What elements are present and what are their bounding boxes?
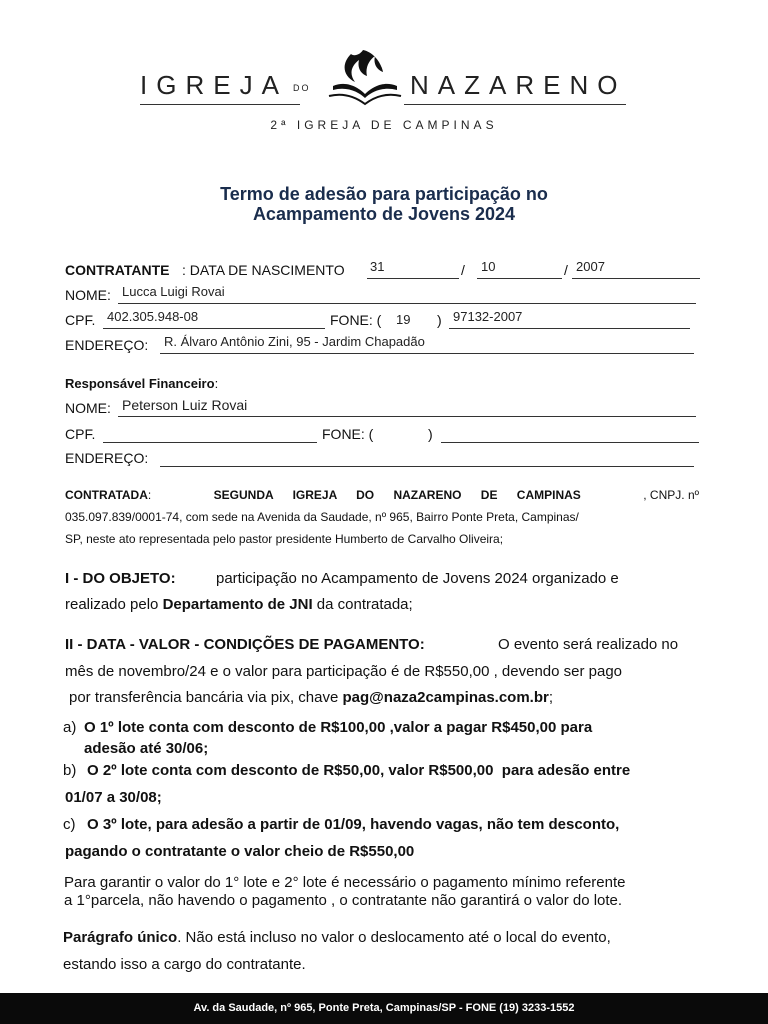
contratante-endereco-label: ENDEREÇO: <box>65 337 149 353</box>
responsavel-endereco-field <box>160 451 694 467</box>
contratante-cpf-value: 402.305.948-08 <box>107 309 199 324</box>
birth-day-value: 31 <box>370 259 385 274</box>
lote-b-prefix: b) <box>63 762 77 779</box>
objeto-department: Departamento de JNI <box>162 596 313 613</box>
logo-divider-left <box>140 104 300 105</box>
logo-subtitle: 2ª IGREJA DE CAMPINAS <box>270 118 498 132</box>
lote-a-line-1: O 1º lote conta com desconto de R$100,00 ,valor a pagar R$450,00 para <box>84 719 593 736</box>
contratada-line-2: 035.097.839/0001-74, com sede na Avenida da Saudade, nº 965, Bairro Ponte Preta, Campinas/ <box>65 510 579 524</box>
objeto-text-1: participação no Acampamento de Jovens 2024 organizado e <box>216 570 619 587</box>
contratada-label-wrap <box>65 484 151 506</box>
responsavel-fone-label: FONE: ( <box>322 426 374 442</box>
birth-year-value: 2007 <box>576 259 605 274</box>
responsavel-name-value: Peterson Luiz Rovai <box>122 397 248 413</box>
responsavel-label: Responsável Financeiro <box>65 376 215 391</box>
birth-slash-2: / <box>564 262 568 278</box>
objeto-text-2c: da contratada; <box>312 596 413 613</box>
paragrafo-line-1 <box>63 929 611 946</box>
birth-month-value: 10 <box>481 259 496 274</box>
pagamento-text-3a: por transferência bancária via pix, chave <box>69 689 343 706</box>
objeto-text-2 <box>65 596 413 613</box>
logo-text-do: DO <box>293 83 311 93</box>
paragrafo-line-2: estando isso a cargo do contratante. <box>63 956 306 973</box>
contratante-fone-value: 97132-2007 <box>453 309 523 324</box>
lote-b-line-2: 01/07 a 30/08; <box>65 789 162 806</box>
contratante-cpf-label: CPF. <box>65 312 96 328</box>
pagamento-text-2: mês de novembro/24 e o valor para participação é de R$550,00 , devendo ser pago <box>65 663 623 680</box>
contratante-label: CONTRATANTE <box>65 262 170 278</box>
responsavel-cpf-field <box>103 427 317 443</box>
footer-address-bar: Av. da Saudade, nº 965, Ponte Preta, Campinas/SP - FONE (19) 3233-1552 <box>0 993 768 1024</box>
contratante-name-value: Lucca Luigi Rovai <box>122 284 225 299</box>
birth-slash-1: / <box>461 262 465 278</box>
contratada-label: CONTRATADA <box>65 488 148 502</box>
responsavel-fone-field <box>441 427 699 443</box>
contratada-cnpj-label: , CNPJ. nº <box>643 488 699 502</box>
birth-date-label: : DATA DE NASCIMENTO <box>182 262 345 278</box>
garantia-line-2: a 1°parcela, não havendo o pagamento , o contratante não garantirá o valor do lote. <box>64 892 623 909</box>
church-flame-bible-logo-icon <box>323 46 407 108</box>
contratante-endereco-value: R. Álvaro Antônio Zini, 95 - Jardim Chapadão <box>164 334 425 349</box>
pagamento-text-3c: ; <box>548 689 554 706</box>
logo-divider-right <box>404 104 626 105</box>
pix-key: pag@naza2campinas.com.br <box>342 689 549 706</box>
responsavel-endereco-label: ENDEREÇO: <box>65 450 149 466</box>
contratada-line-1 <box>65 484 699 506</box>
lote-a-line-2: adesão até 30/06; <box>84 740 209 757</box>
lote-c-line-1: O 3º lote, para adesão a partir de 01/09, havendo vagas, não tem desconto, <box>87 816 620 833</box>
contratada-colon: : <box>147 488 152 502</box>
logo-text-nazareno: NAZARENO <box>410 70 627 100</box>
paragrafo-text-1: . Não está incluso no valor o deslocamento até o local do evento, <box>177 929 611 946</box>
objeto-heading: I - DO OBJETO: <box>65 570 176 587</box>
pagamento-heading: II - DATA - VALOR - CONDIÇÕES DE PAGAMENTO: <box>65 636 425 653</box>
garantia-line-1: Para garantir o valor do 1° lote e 2° lote é necessário o pagamento mínimo referente <box>64 874 626 891</box>
responsavel-colon: : <box>214 376 219 391</box>
contratante-fone-close: ) <box>437 312 442 328</box>
pagamento-text-3 <box>69 689 553 706</box>
title-line-2: Acampamento de Jovens 2024 <box>252 204 516 224</box>
lote-c-line-2: pagando o contratante o valor cheio de R$550,00 <box>65 843 415 860</box>
contratante-fone-ddd: 19 <box>396 312 411 327</box>
contratada-name: SEGUNDA IGREJA DO NAZARENO DE CAMPINAS <box>213 488 581 502</box>
paragrafo-label: Parágrafo único <box>63 929 178 946</box>
lote-c-prefix: c) <box>63 816 76 833</box>
responsavel-name-label: NOME: <box>65 400 111 416</box>
lote-b-line-1: O 2º lote conta com desconto de R$50,00, valor R$500,00 para adesão entre <box>87 762 631 779</box>
responsavel-fone-close: ) <box>428 426 433 442</box>
contratada-line-3: SP, neste ato representada pelo pastor presidente Humberto de Carvalho Oliveira; <box>65 532 504 546</box>
document-title <box>0 184 768 224</box>
objeto-text-2a: realizado pelo <box>65 596 163 613</box>
contratante-name-label: NOME: <box>65 287 111 303</box>
contratada-block <box>65 484 699 550</box>
logo-text-igreja: IGREJA <box>140 70 288 100</box>
lote-a-prefix: a) <box>63 719 77 736</box>
contratante-fone-label: FONE: ( <box>330 312 382 328</box>
responsavel-cpf-label: CPF. <box>65 426 96 442</box>
title-line-1: Termo de adesão para participação no <box>220 184 548 204</box>
responsavel-heading <box>65 376 218 391</box>
pagamento-text-1: O evento será realizado no <box>498 636 679 653</box>
